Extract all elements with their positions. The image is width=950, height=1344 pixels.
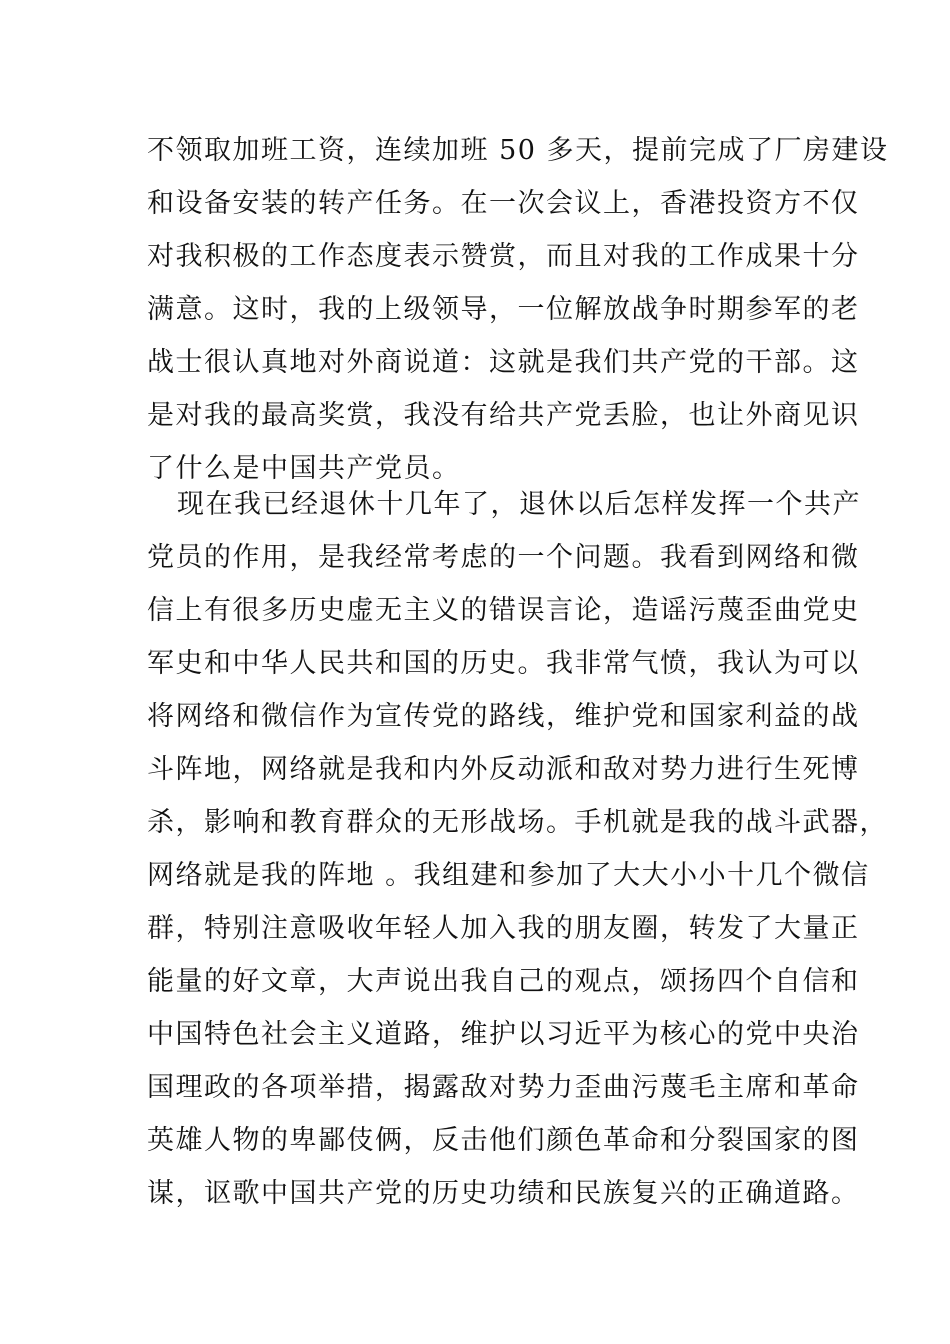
paragraph-line: 杀，影响和教育群众的无形战场。手机就是我的战斗武器， [147, 807, 888, 838]
paragraph-line: 信上有很多历史虚无主义的错误言论，造谣污蔑歪曲党史 [147, 595, 860, 626]
paragraph-line: 党员的作用，是我经常考虑的一个问题。我看到网络和微 [147, 542, 860, 573]
paragraph-line: 斗阵地，网络就是我和内外反动派和敌对势力进行生死博 [147, 754, 860, 785]
paragraph-line: 群，特别注意吸收年轻人加入我的朋友圈，转发了大量正 [147, 913, 860, 944]
paragraph-line: 英雄人物的卑鄙伎俩，反击他们颜色革命和分裂国家的图 [147, 1125, 860, 1156]
paragraph-line: 对我积极的工作态度表示赞赏，而且对我的工作成果十分 [147, 241, 860, 272]
paragraph-line: 能量的好文章，大声说出我自己的观点，颂扬四个自信和 [147, 966, 860, 997]
paragraph-line: 满意。这时，我的上级领导，一位解放战争时期参军的老 [147, 294, 860, 325]
paragraph-first-line: 现在我已经退休十几年了，退休以后怎样发挥一个共产 [177, 489, 861, 520]
paragraph-line: 中国特色社会主义道路，维护以习近平为核心的党中央治 [147, 1019, 860, 1050]
paragraph-line: 国理政的各项举措，揭露敌对势力歪曲污蔑毛主席和革命 [147, 1072, 860, 1103]
paragraph-line: 不领取加班工资，连续加班 50 多天，提前完成了厂房建设 [147, 135, 889, 166]
paragraph-line: 军史和中华人民共和国的历史。我非常气愤，我认为可以 [147, 648, 860, 679]
paragraph-line: 谋，讴歌中国共产党的历史功绩和民族复兴的正确道路。 [147, 1178, 860, 1209]
paragraph-line: 是对我的最高奖赏，我没有给共产党丢脸，也让外商见识 [147, 400, 860, 431]
paragraph-line: 将网络和微信作为宣传党的路线，维护党和国家利益的战 [147, 701, 860, 732]
paragraph-line: 战士很认真地对外商说道：这就是我们共产党的干部。这 [147, 347, 860, 378]
paragraph-line: 了什么是中国共产党员。 [147, 453, 461, 484]
paragraph-line: 网络就是我的阵地 。我组建和参加了大大小小十几个微信 [147, 860, 870, 891]
paragraph-1 [147, 124, 889, 495]
paragraph-line: 和设备安装的转产任务。在一次会议上，香港投资方不仅 [147, 188, 860, 219]
paragraph-2 [147, 478, 888, 1220]
